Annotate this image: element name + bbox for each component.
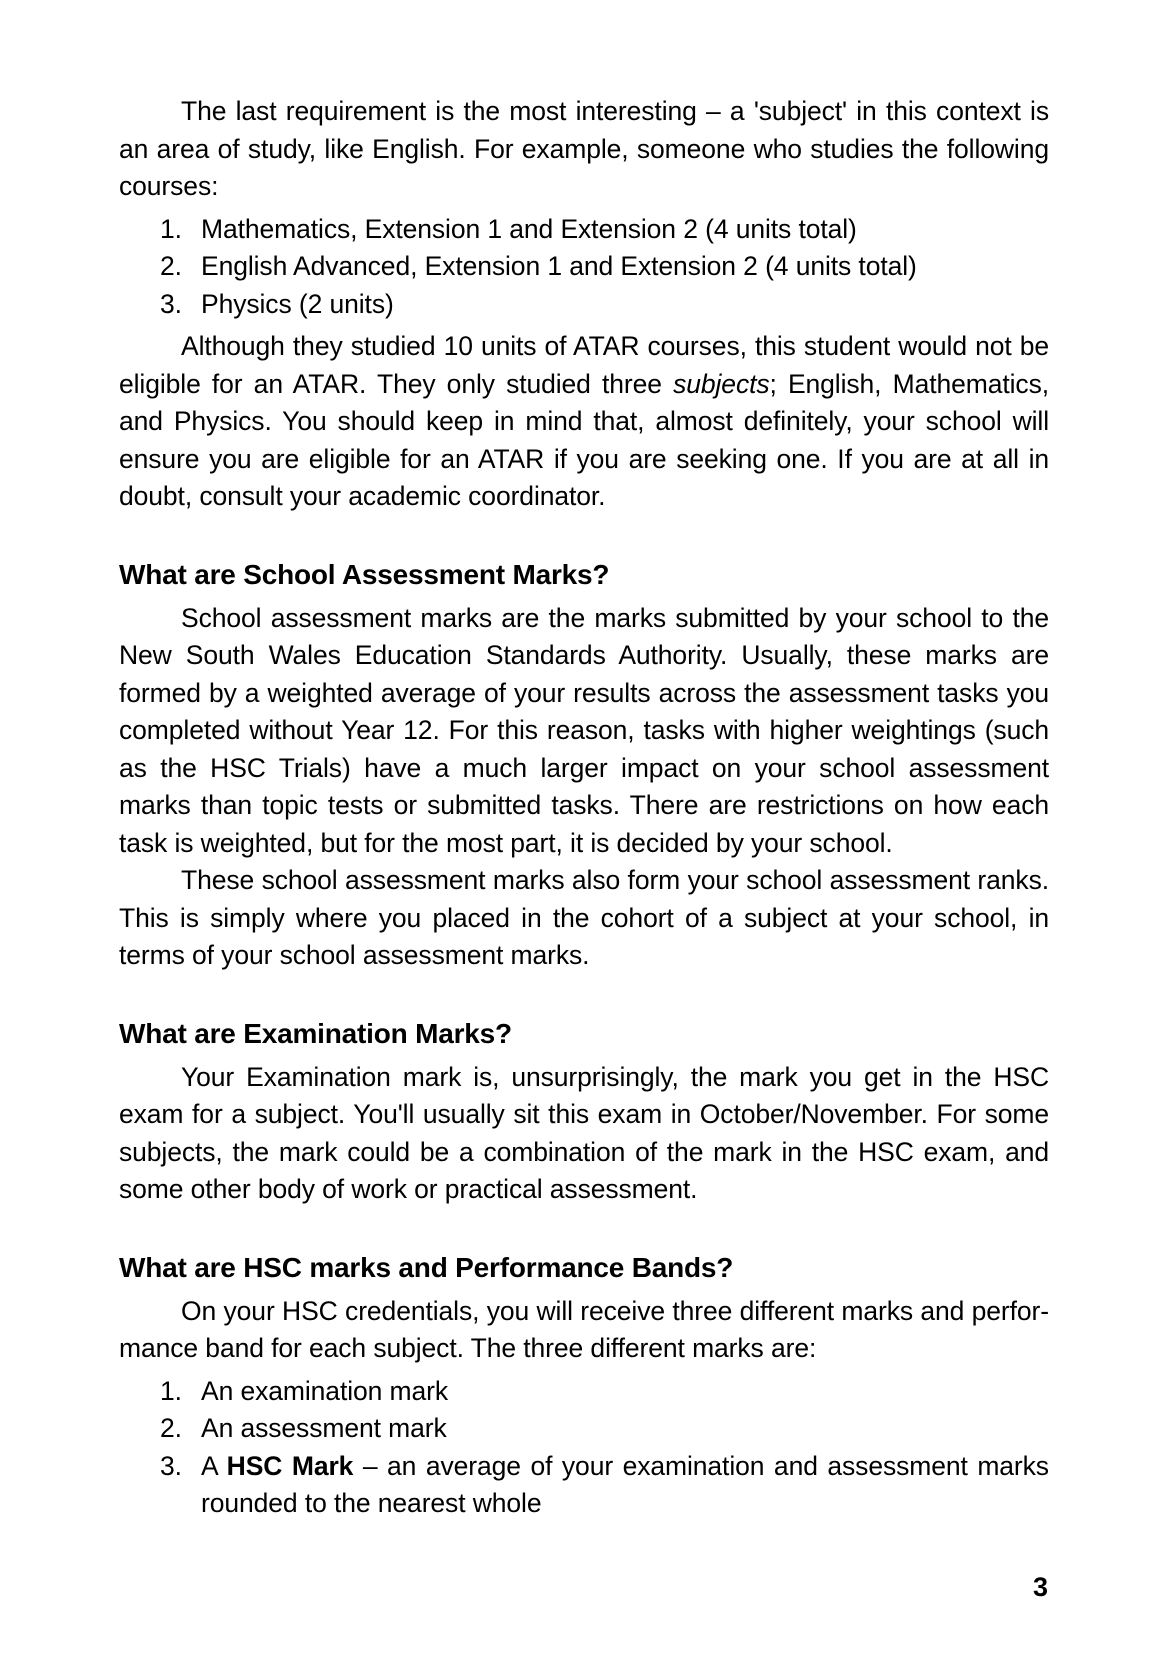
list-three-marks <box>119 1373 1049 1523</box>
spacer <box>119 1209 1049 1251</box>
list-item-label: English Advanced, Extension 1 and Extension 2 (4 units total) <box>201 251 917 281</box>
paragraph-examination-marks: Your Examination mark is, unsurprisingly, the mark you get in the HSC exam for a subject. You'll usually sit this exam in October/November. For some subjects, the mark could be a combination of the mark in the HSC exam, and some other body of work or practical assessment. <box>119 1061 1049 1204</box>
list-item <box>119 286 1049 324</box>
list-marker: 2. <box>160 1413 182 1443</box>
text-run: An examination mark <box>201 1375 449 1406</box>
spacer <box>119 1051 1049 1059</box>
list-example-courses <box>119 211 1049 324</box>
heading-examination-marks: What are Examination Marks? <box>119 1017 512 1049</box>
paragraph-subject-definition: The last requirement is the most interesting – a 'subject' in this context is an area of study, like English. For example, someone who studies the following courses: <box>119 96 1049 201</box>
text-run: ; English, Mathematics, and Physics. You should keep in mind that, almost definitely, your school will ensure you are eligible for an ATAR if you are seeking one. If you are at all in doubt, consult your academic coordinator. <box>119 368 1049 511</box>
text-run: Although they studied 10 units of ATAR courses, this student would not be eligible for an ATAR. They only studied three <box>119 331 1049 399</box>
text-run: A <box>201 1450 227 1481</box>
paragraph-hsc-credentials: On your HSC credentials, you will receive three different marks and perfor-mance band for each subject. The three different marks are: <box>119 1295 1049 1363</box>
list-marker: 1. <box>160 213 182 244</box>
spacer <box>119 975 1049 1017</box>
list-item <box>119 1410 1049 1448</box>
paragraph-atar-eligibility <box>119 328 1049 516</box>
list-marker: 2. <box>160 251 182 281</box>
heading-hsc-marks-performance-bands: What are HSC marks and Performance Bands? <box>119 1251 734 1283</box>
page-content <box>119 93 1049 1523</box>
list-item-label: Mathematics, Extension 1 and Extension 2 (4 units total) <box>201 213 857 244</box>
page-number: 3 <box>1032 1572 1048 1602</box>
spacer <box>119 1285 1049 1293</box>
text-run: An assessment mark <box>201 1413 447 1443</box>
text-run: – an average of your examination and assessment marks rounded to the nearest whole <box>201 1450 1049 1518</box>
list-item <box>119 1448 1049 1523</box>
text-run: subjects <box>673 368 770 399</box>
list-marker: 3. <box>160 1450 182 1481</box>
list-item-label <box>201 1410 1049 1448</box>
list-item-label: Physics (2 units) <box>201 288 394 319</box>
list-item <box>119 1373 1049 1411</box>
paragraph-school-assessment-marks-1: School assessment marks are the marks submitted by your school to the New South Wales Education Standards Authority. Usually, these marks are formed by a weighted average of your results across the assessment tasks you completed without Year 12. For this reason, tasks with higher weightings (such as the HSC Trials) have a much larger impact on your school assessment marks than topic tests or submitted tasks. There are restrictions on how each task is weighted, but for the most part, it is decided by your school. <box>119 602 1049 858</box>
spacer <box>119 592 1049 600</box>
heading-school-assessment-marks: What are School Assessment Marks? <box>119 558 610 590</box>
list-item-label <box>201 1448 1049 1523</box>
paragraph-school-assessment-ranks: These school assessment marks also form your school assessment ranks. This is simply where you placed in the cohort of a subject at your school, in terms of your school assessment marks. <box>119 865 1049 970</box>
spacer <box>119 516 1049 558</box>
list-marker: 3. <box>160 288 182 319</box>
list-item-label <box>201 1373 1049 1411</box>
list-marker: 1. <box>160 1375 182 1406</box>
list-item <box>119 211 1049 249</box>
text-run: HSC Mark <box>226 1450 354 1481</box>
list-item <box>119 248 1049 286</box>
